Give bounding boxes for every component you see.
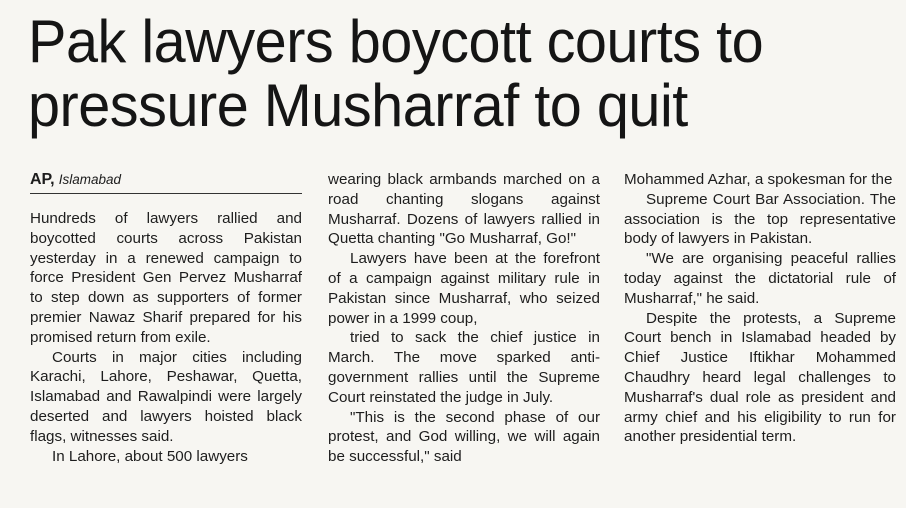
paragraph: Hundreds of lawyers rallied and boycotted courts across Pakistan yesterday in a renewed campaign to force President Gen Pervez Musharraf to step down as supporters of former premier Nawaz Sharif prepared for his promised return from exile.	[30, 210, 302, 346]
paragraph: In Lahore, about 500 lawyers	[52, 447, 248, 465]
article-column-3	[624, 170, 896, 447]
headline-line-1: Pak lawyers boycott courts to	[28, 8, 764, 75]
article-column-1	[30, 170, 302, 466]
byline-place: Islamabad	[58, 172, 122, 187]
paragraph: "This is the second phase of our protest, and God willing, we will again be successful," said	[328, 408, 600, 466]
article-column-2	[328, 170, 600, 467]
headline	[28, 10, 863, 138]
paragraph: Supreme Court Bar Association. The association is the top representative body of lawyers in Pakistan.	[624, 190, 896, 248]
paragraph: Lawyers have been at the forefront of a campaign against military rule in Pakistan since Musharraf, who seized power in a 1999 coup,	[328, 250, 600, 327]
paragraph: Despite the protests, a Supreme Court bench in Islamabad headed by Chief Justice Iftikhar Mohammed Chaudhry heard legal challenges to Musharraf's dual role as president and army chief and his eligibility to run for another presidential term.	[624, 309, 896, 446]
byline	[30, 170, 302, 194]
paragraph: "We are organising peaceful rallies today against the dictatorial rule of Musharraf," he said.	[624, 250, 896, 307]
paragraph: wearing black armbands marched on a road chanting slogans against Musharraf. Dozens of lawyers rallied in Quetta chanting "Go Musharraf, Go!"	[328, 171, 600, 248]
paragraph: tried to sack the chief justice in March. The move sparked anti-government rallies until the Supreme Court reinstated the judge in July.	[328, 329, 600, 406]
paragraph: Mohammed Azhar, a spokesman for the	[624, 171, 893, 188]
paragraph: Courts in major cities including Karachi, Lahore, Peshawar, Quetta, Islamabad and Rawalpindi were largely deserted and lawyers hoisted black flags, witnesses said.	[30, 348, 302, 445]
byline-agency: AP,	[30, 171, 55, 188]
headline-line-2: pressure Musharraf to quit	[28, 72, 688, 139]
